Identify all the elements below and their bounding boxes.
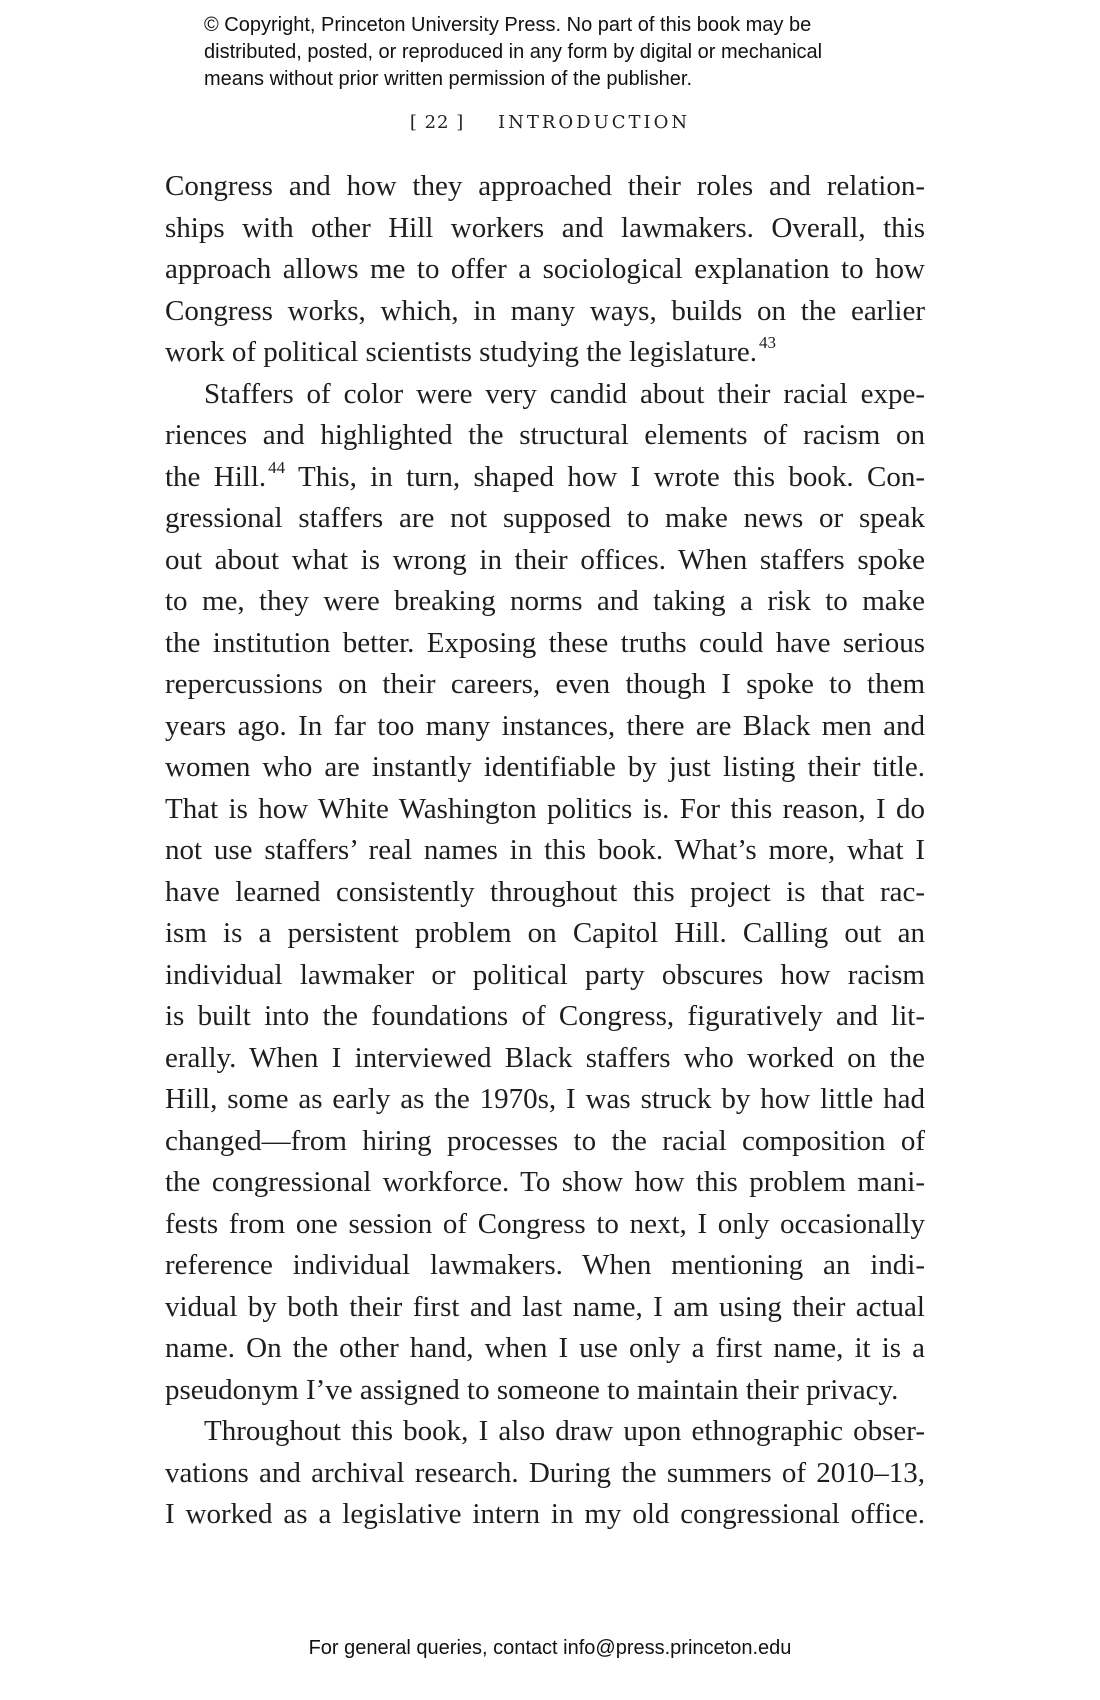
text-line: women who are instantly identifiable by just listing their title. xyxy=(165,751,925,783)
text-line: not use staffers’ real names in this book. What’s more, what I xyxy=(165,834,925,866)
text-line: gressional staffers are not supposed to make news or speak xyxy=(165,502,925,534)
footer-contact: For general queries, contact info@press.princeton.edu xyxy=(308,1637,792,1659)
text-line: I worked as a legislative intern in my old congressional office. xyxy=(165,1498,925,1530)
copyright-line: © Copyright, Princeton University Press. No part of this book may be xyxy=(204,14,812,36)
copyright-notice xyxy=(204,12,924,93)
text-line: pseudonym I’ve assigned to someone to maintain their privacy. xyxy=(165,1373,899,1406)
text-line-content: work of political scientists studying the legislature. xyxy=(165,336,757,368)
paragraph-2 xyxy=(165,374,925,1412)
text-line: name. On the other hand, when I use only a first name, it is a xyxy=(165,1332,925,1364)
text-line: Hill, some as early as the 1970s, I was struck by how little had xyxy=(165,1083,925,1115)
text-line xyxy=(165,457,925,499)
body-text xyxy=(165,166,925,1536)
text-line-content: the Hill. xyxy=(165,460,267,493)
text-line: vations and archival research. During the summers of 2010–13, xyxy=(165,1456,925,1489)
text-line: have learned consistently throughout this project is that rac- xyxy=(165,875,925,908)
text-line: approach allows me to offer a sociological explanation to how xyxy=(165,253,925,285)
text-line: to me, they were breaking norms and taking a risk to make xyxy=(165,585,925,617)
text-line: ism is a persistent problem on Capitol Hill. Calling out an xyxy=(165,917,925,949)
text-line: vidual by both their first and last name, I am using their actual xyxy=(165,1290,925,1323)
page-number: [ 22 ] xyxy=(409,112,465,133)
text-line: Congress works, which, in many ways, builds on the earlier xyxy=(165,294,925,327)
text-line: out about what is wrong in their offices. When staffers spoke xyxy=(165,543,925,576)
text-line: ships with other Hill workers and lawmakers. Overall, this xyxy=(165,211,925,244)
text-line: Throughout this book, I also draw upon ethnographic obser- xyxy=(204,1415,925,1447)
text-line: Congress and how they approached their roles and relation- xyxy=(165,170,925,202)
text-line: fests from one session of Congress to next, I only occasionally xyxy=(165,1207,925,1240)
text-line: That is how White Washington politics is. For this reason, I do xyxy=(165,792,925,825)
text-line: individual lawmaker or political party obscures how racism xyxy=(165,958,925,991)
footnote-marker-44: 44 xyxy=(268,457,286,477)
text-line: is built into the foundations of Congress, figuratively and lit- xyxy=(165,1000,925,1032)
footnote-marker-43: 43 xyxy=(758,333,776,352)
text-line: the congressional workforce. To show how this problem mani- xyxy=(165,1166,925,1198)
text-line: erally. When I interviewed Black staffers who worked on the xyxy=(165,1041,925,1074)
text-line: reference individual lawmakers. When mentioning an indi- xyxy=(165,1249,925,1281)
text-line: repercussions on their careers, even though I spoke to them xyxy=(165,668,925,700)
running-head xyxy=(0,112,1100,133)
text-line xyxy=(165,332,925,374)
text-line: years ago. In far too many instances, there are Black men and xyxy=(165,709,925,742)
copyright-line: means without prior written permission of the publisher. xyxy=(204,68,693,90)
section-title: INTRODUCTION xyxy=(497,112,691,133)
paragraph-3 xyxy=(165,1411,925,1536)
text-line-content: This, in turn, shaped how I wrote this book. Con- xyxy=(285,460,925,493)
text-line: Staffers of color were very candid about their racial expe- xyxy=(204,377,925,410)
text-line: changed—from hiring processes to the racial composition of xyxy=(165,1124,925,1157)
copyright-line: distributed, posted, or reproduced in any form by digital or mechanical xyxy=(204,41,823,63)
paragraph-1 xyxy=(165,166,925,374)
text-line: riences and highlighted the structural elements of racism on xyxy=(165,419,925,451)
text-line: the institution better. Exposing these truths could have serious xyxy=(165,626,925,659)
